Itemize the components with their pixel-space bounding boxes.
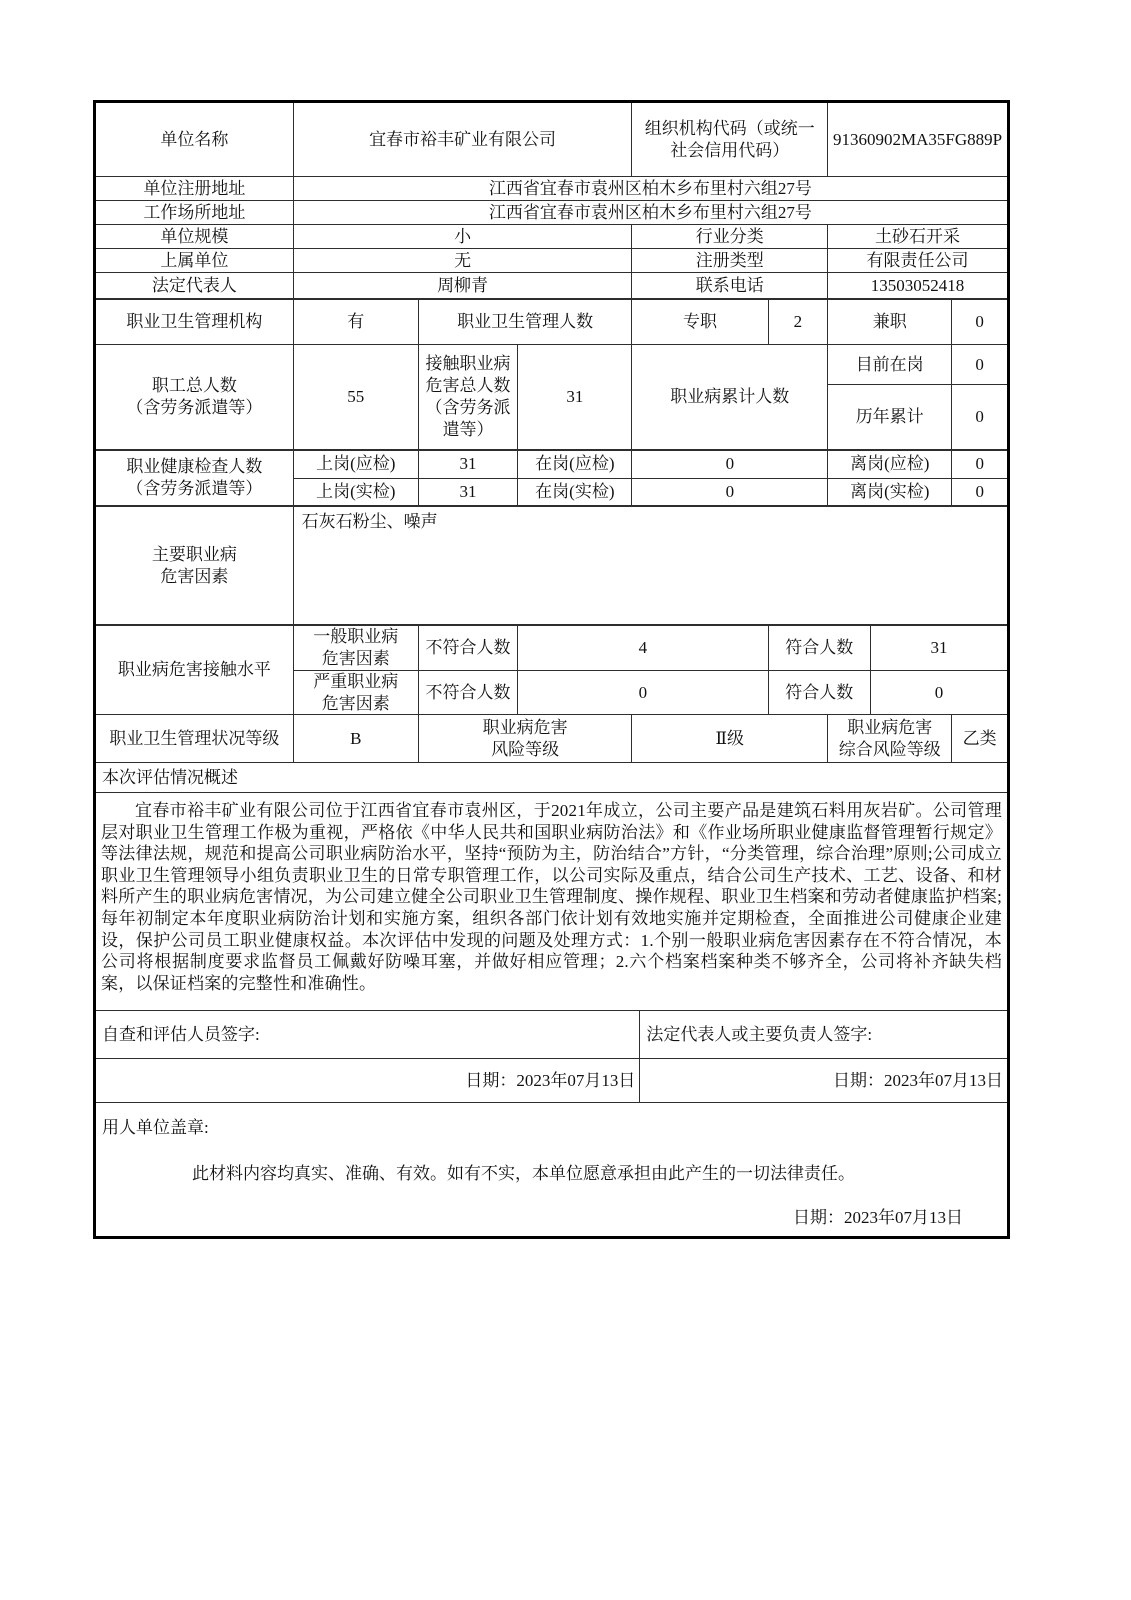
employer-stamp-cell (96, 1103, 1007, 1236)
severe-nonconform-value: 0 (518, 671, 768, 715)
health-check-rows (294, 451, 1007, 505)
phone-label: 联系电话 (632, 273, 828, 298)
on-job-should-value: 0 (632, 451, 828, 478)
org-code-label-line1: 组织机构代码（或统一 (644, 118, 815, 138)
industry-value: 土砂石开采 (875, 226, 961, 246)
off-job-should-label: 离岗(应检) (828, 451, 952, 478)
occupational-health-assessment-form (93, 100, 1010, 1239)
unit-scale-value: 小 (294, 225, 633, 248)
current-onduty-label: 目前在岗 (828, 345, 952, 384)
row-legalrep-phone (96, 273, 1007, 300)
reg-type-label: 注册类型 (632, 249, 828, 272)
row-employer-stamp (96, 1103, 1007, 1236)
history-cumulative-row (828, 385, 1007, 449)
stamp-date: 日期：2023年07月13日 (793, 1208, 963, 1227)
row-reg-address (96, 177, 1007, 201)
general-conform-value: 31 (930, 638, 948, 657)
work-address-value: 江西省宜春市袁州区柏木乡布里村六组27号 (488, 202, 812, 222)
row-exposure-level (96, 626, 1007, 715)
risk-grade-value: Ⅱ级 (632, 715, 828, 762)
exposed-value: 31 (518, 345, 632, 449)
current-onduty-value: 0 (975, 354, 984, 374)
pre-job-actual-value: 31 (419, 479, 518, 506)
mgmt-grade-value: B (294, 715, 419, 762)
phone-value: 13503052418 (870, 275, 965, 295)
on-job-should-label: 在岗(应检) (518, 451, 632, 478)
pre-job-should-label: 上岗(应检) (294, 451, 419, 478)
cumulative-breakdown (828, 345, 1007, 449)
workforce-total-label: 职工总人数 （含劳务派遣等） (96, 345, 294, 449)
severe-conform-value: 0 (934, 683, 944, 702)
exposure-level-label: 职业病危害接触水平 (96, 626, 294, 714)
employer-stamp-label: 用人单位盖章: (102, 1118, 209, 1137)
mgmt-grade-label: 职业卫生管理状况等级 (96, 715, 294, 762)
pre-job-should-value: 31 (419, 451, 518, 478)
truthfulness-statement: 此材料内容均真实、准确、有效。如有不实，本单位愿意承担由此产生的一切法律责任。 (192, 1164, 855, 1183)
legal-rep-value: 周柳青 (294, 273, 633, 298)
on-job-actual-value: 0 (632, 479, 828, 506)
row-unit-name (96, 103, 1007, 177)
severe-nonconform-label: 不符合人数 (419, 671, 518, 715)
fulltime-label: 专职 (632, 300, 768, 344)
comprehensive-risk-value: 乙类 (962, 728, 997, 748)
org-code-label (632, 103, 828, 176)
health-check-label: 职业健康检查人数 （含劳务派遣等） (96, 451, 294, 505)
row-health-check (96, 451, 1007, 507)
off-job-should-value: 0 (975, 454, 984, 474)
row-signature-dates (96, 1059, 1007, 1103)
row-main-hazards (96, 507, 1007, 626)
main-hazards-value: 石灰石粉尘、噪声 (301, 512, 438, 531)
assessment-body-cell (96, 793, 1007, 1010)
legal-rep-signature-label: 法定代表人或主要负责人签字: (646, 1024, 873, 1044)
unit-scale-label: 单位规模 (96, 225, 294, 248)
severe-factor-label: 严重职业病 危害因素 (294, 671, 419, 715)
self-assessor-date: 日期：2023年07月13日 (96, 1059, 640, 1102)
self-assessor-signature-label: 自查和评估人员签字: (96, 1011, 640, 1058)
unit-name-label: 单位名称 (96, 103, 294, 176)
mgmt-org-value: 有 (294, 300, 419, 344)
org-code-label-line2: 社会信用代码） (670, 140, 790, 160)
row-work-address (96, 201, 1007, 225)
parttime-value: 0 (975, 312, 984, 331)
general-nonconform-label: 不符合人数 (419, 626, 518, 670)
work-address-label: 工作场所地址 (96, 201, 294, 224)
risk-grade-label: 职业病危害 风险等级 (419, 715, 633, 762)
row-parent-regtype (96, 249, 1007, 273)
pre-job-actual-label: 上岗(实检) (294, 479, 419, 506)
current-onduty-row (828, 345, 1007, 385)
legal-rep-date: 日期：2023年07月13日 (832, 1070, 1003, 1090)
row-grades (96, 715, 1007, 763)
reg-address-label: 单位注册地址 (96, 177, 294, 200)
mgmt-org-label: 职业卫生管理机构 (96, 300, 294, 344)
severe-conform-label: 符合人数 (769, 671, 871, 715)
health-check-row-should (294, 451, 1007, 479)
industry-label: 行业分类 (632, 225, 828, 248)
reg-type-value: 有限责任公司 (866, 250, 969, 270)
health-check-row-actual (294, 479, 1007, 506)
main-hazards-label: 主要职业病 危害因素 (96, 507, 294, 624)
unit-name-value: 宜春市裕丰矿业有限公司 (294, 103, 633, 176)
off-job-actual-label: 离岗(实检) (828, 479, 952, 506)
row-assessment-body (96, 793, 1007, 1011)
on-job-actual-label: 在岗(实检) (518, 479, 632, 506)
row-scale-industry (96, 225, 1007, 249)
history-cumulative-label: 历年累计 (828, 385, 952, 449)
workforce-total-value: 55 (294, 345, 419, 449)
off-job-actual-value: 0 (975, 481, 984, 501)
row-workforce (96, 345, 1007, 451)
org-code-value: 91360902MA35FG889P (833, 129, 1003, 149)
assessment-paragraph: 宜春市裕丰矿业有限公司位于江西省宜春市袁州区，于2021年成立，公司主要产品是建筑石料用灰岩矿。公司管理层对职业卫生管理工作极为重视，严格依《中华人民共和国职业病防治法》和《作业场所职业健康监督管理暂行规定》等法律法规，规范和提高公司职业病防治水平，坚持“预防为主，防治结合”方针，“分类管理，综合治理”原则;公司成立职业卫生管理领导小组负责职业卫生的日常专职管理工作，以公司实际及重点，结合公司生产技术、工艺、设备、和材料所产生的职业病危害情况，为公司建立健全公司职业卫生管理制度、操作规程、职业卫生档案和劳动者健康监护档案;每年初制定本年度职业病防治计划和实施方案，组织各部门依计划有效地实施并定期检查，全面推进公司健康企业建设，保护公司员工职业健康权益。本次评估中发现的问题及处理方式：1.个别一般职业病危害因素存在不符合情况，本公司将根据制度要求监督员工佩戴好防噪耳塞，并做好相应管理；2.六个档案档案种类不够齐全，公司将补齐缺失档案，以保证档案的完整性和准确性。 (101, 801, 1002, 993)
exposure-row-severe (294, 671, 1007, 715)
fulltime-value: 2 (769, 300, 829, 344)
assessment-header: 本次评估情况概述 (102, 767, 238, 787)
general-nonconform-value: 4 (518, 626, 768, 670)
general-conform-label: 符合人数 (769, 626, 871, 670)
cumulative-label: 职业病累计人数 (632, 345, 828, 449)
history-cumulative-value: 0 (975, 407, 984, 426)
legal-rep-label: 法定代表人 (96, 273, 294, 298)
row-mgmt-org (96, 300, 1007, 345)
parttime-label: 兼职 (828, 300, 952, 344)
mgmt-staff-label: 职业卫生管理人数 (419, 300, 633, 344)
parent-unit-value: 无 (294, 249, 633, 272)
row-signature-labels (96, 1011, 1007, 1059)
reg-address-value: 江西省宜春市袁州区柏木乡布里村六组27号 (488, 178, 812, 198)
exposed-label: 接触职业病 危害总人数 （含劳务派 遣等） (419, 345, 518, 449)
comprehensive-risk-label: 职业病危害 综合风险等级 (828, 715, 952, 762)
exposure-row-general (294, 626, 1007, 671)
general-factor-label: 一般职业病 危害因素 (294, 626, 419, 670)
exposure-rows (294, 626, 1007, 714)
parent-unit-label: 上属单位 (96, 249, 294, 272)
row-assessment-header (96, 763, 1007, 793)
